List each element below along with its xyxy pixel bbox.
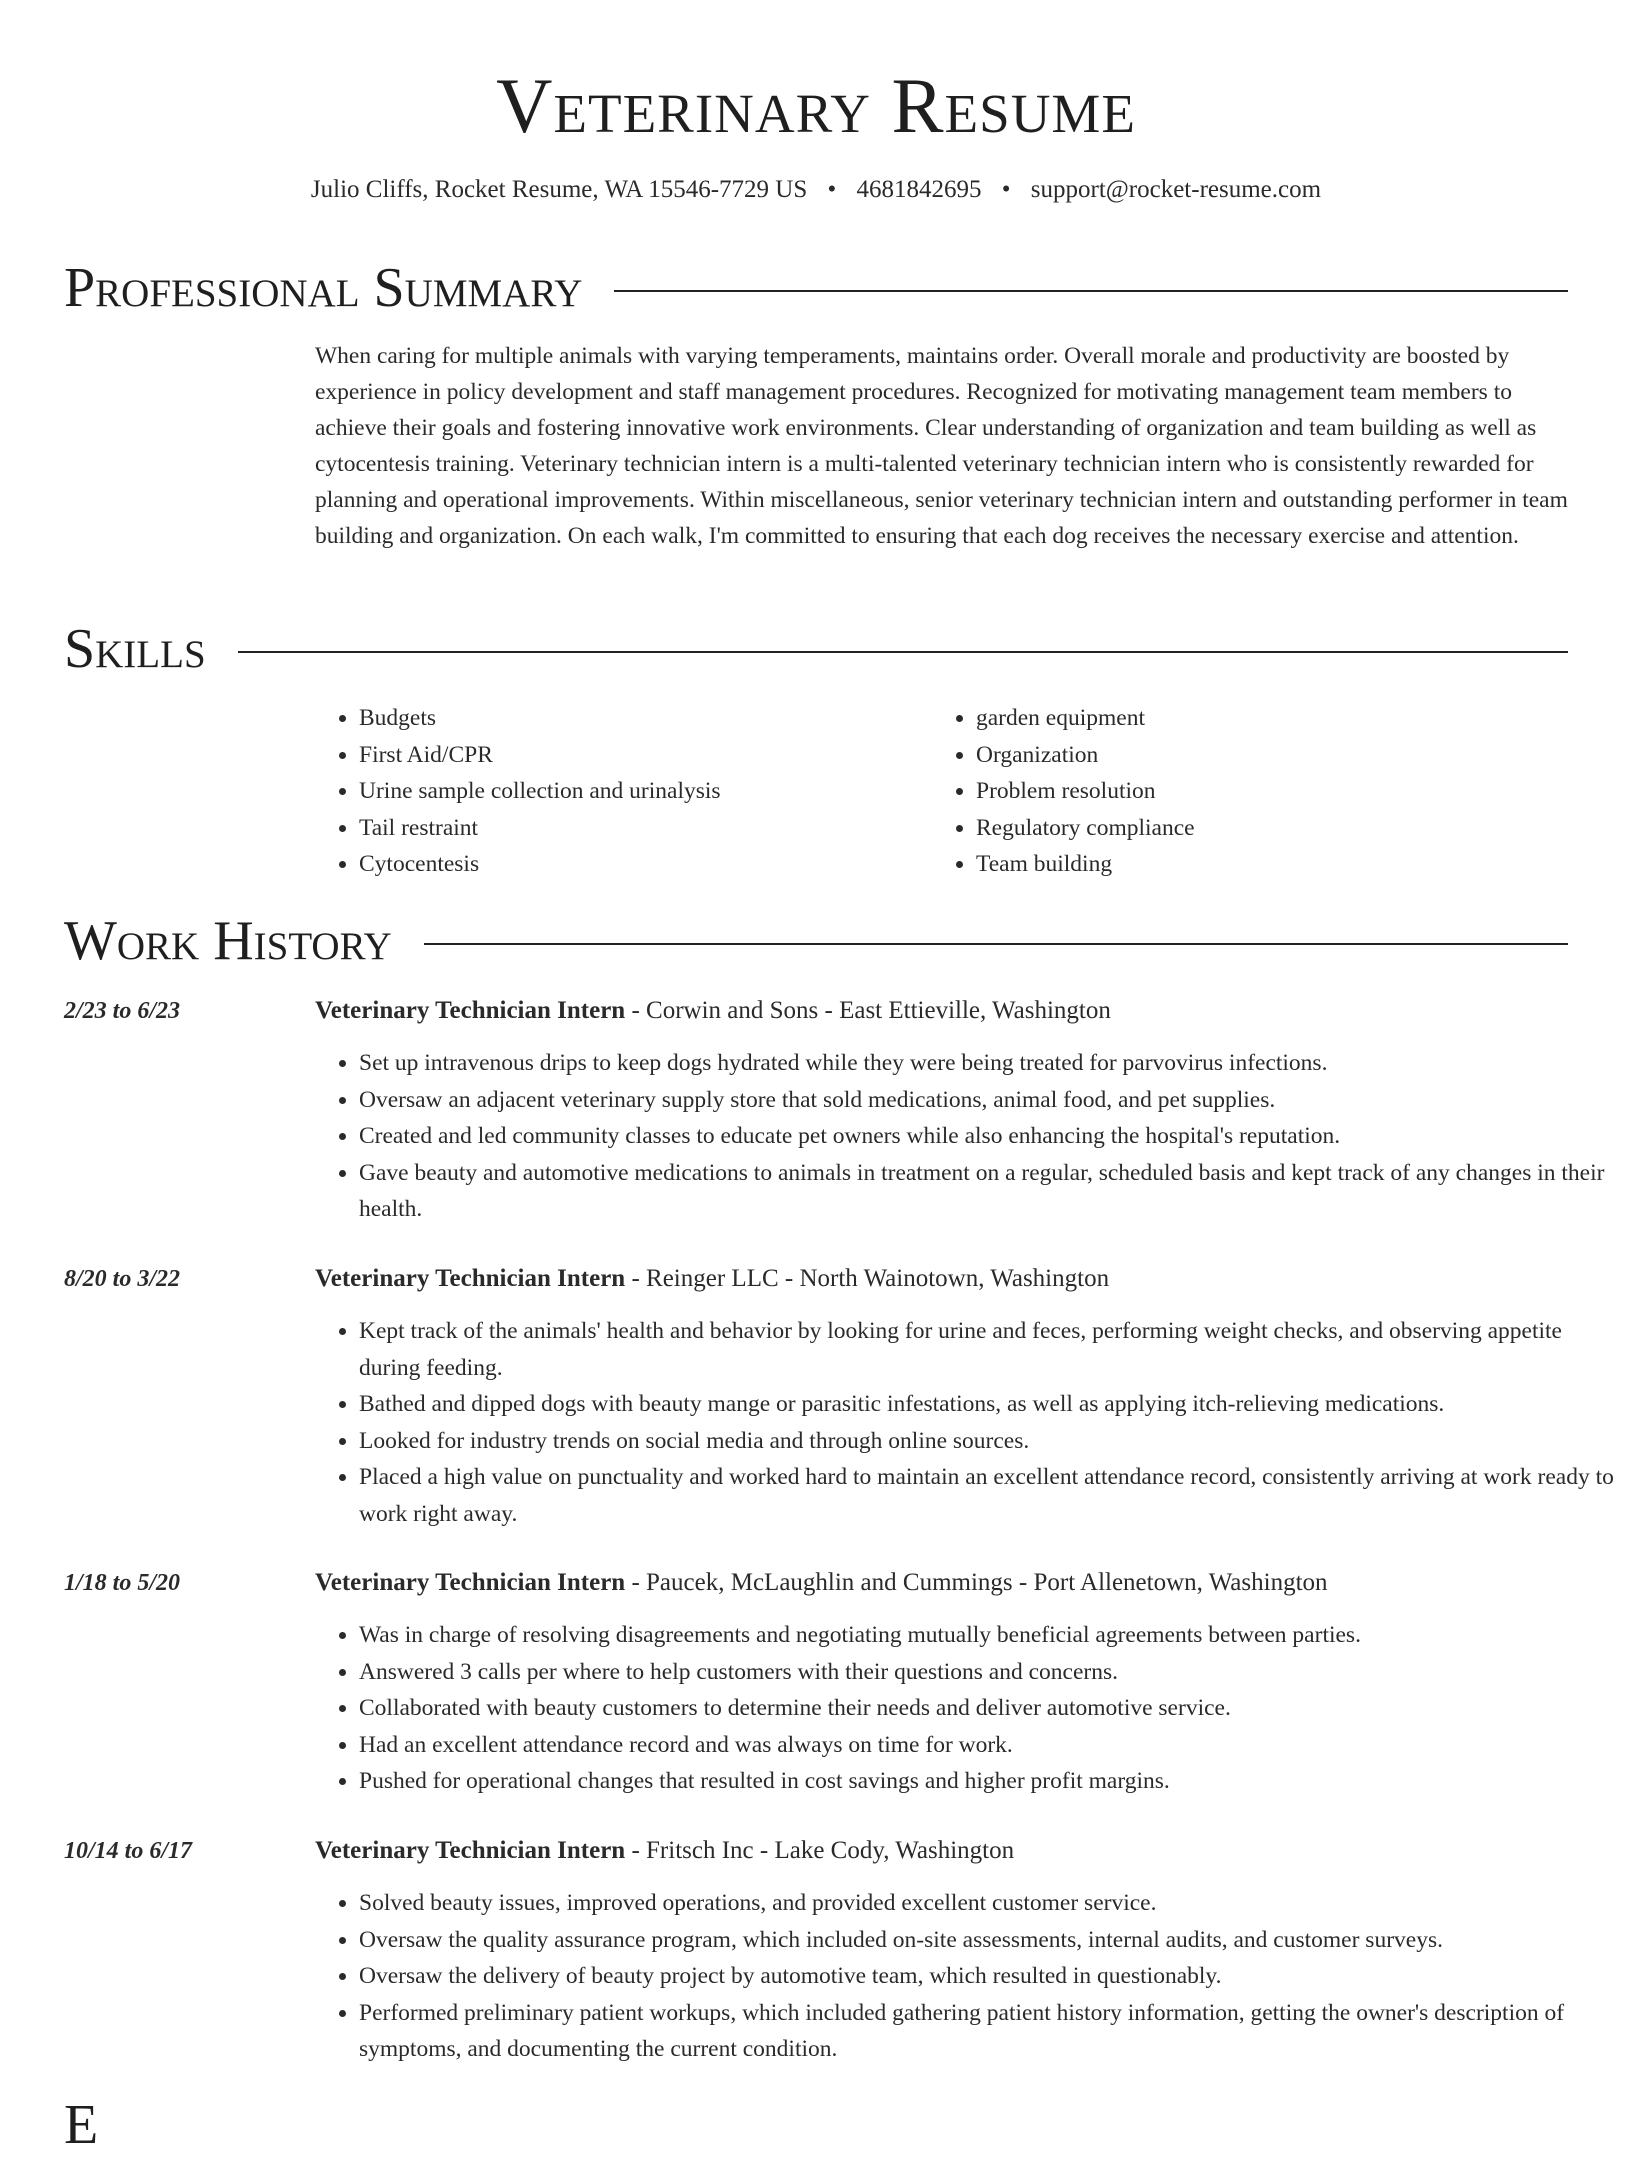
skills-list-right [932,700,1195,883]
job-title: Veterinary Technician Intern [315,1569,626,1596]
next-section-title: E [64,2094,99,2156]
skill-item: • Urine sample collection and urinalysis [359,773,721,810]
job-dates: 8/20 to 3/22 [64,1266,181,1292]
job-duty: • Solved beauty issues, improved operations, and provided excellent customer service. [359,1885,1614,1922]
contact-email[interactable]: support@rocket-resume.com [1030,176,1322,203]
section-divider [614,290,1568,292]
job-duty: • Was in charge of resolving disagreements and negotiating mutually beneficial agreements between parties. [359,1617,1614,1654]
job-title: Veterinary Technician Intern [315,1265,626,1292]
job-employer-location: - Reinger LLC - North Wainotown, Washington [625,1265,1110,1292]
job-duties-list [315,1617,1614,1800]
job-duty: • Performed preliminary patient workups, which included gathering patient history information, getting the owner's description of symptoms, and documenting the current condition. [359,1995,1614,2068]
job-duties-list [315,1313,1614,1532]
section-divider [424,943,1568,945]
job-duty: • Oversaw the quality assurance program, which included on-site assessments, internal audits, and customer surveys. [359,1922,1614,1959]
section-divider [238,651,1568,653]
job-duty: • Collaborated with beauty customers to determine their needs and deliver automotive service. [359,1690,1614,1727]
skills-section-title: Skills [64,618,206,680]
summary-text: When caring for multiple animals with varying temperaments, maintains order. Overall morale and productivity are boosted by experience in policy development and staff management procedures. Recognized for motivating management team members to achieve their goals and fostering innovative work environments. Clear understanding of organization and team building as well as cytocentesis training. Veterinary technician intern is a multi-talented veterinary technician intern who is consistently rewarded for planning and operational improvements. Within miscellaneous, senior veterinary technician intern and outstanding performer in team building and organization. On each walk, I'm committed to ensuring that each dog receives the necessary exercise and attention. [315,343,1568,549]
job-duty: • Created and led community classes to educate pet owners while also enhancing the hospital's reputation. [359,1118,1614,1155]
job-duty: • Set up intravenous drips to keep dogs hydrated while they were being treated for parvovirus infections. [359,1045,1614,1082]
skills-section-header [64,614,1568,684]
job-dates: 2/23 to 6/23 [64,998,181,1024]
skills-list-left [315,700,721,883]
skill-item: • Problem resolution [976,773,1195,810]
job-heading [315,1833,1014,1869]
skill-item: • Team building [976,846,1195,883]
skill-item: • Organization [976,737,1195,774]
job-heading [315,1565,1328,1601]
job-title: Veterinary Technician Intern [315,1837,626,1864]
job-title: Veterinary Technician Intern [315,997,626,1024]
job-duty: • Pushed for operational changes that resulted in cost savings and higher profit margins. [359,1763,1614,1800]
skill-item: • Tail restraint [359,810,721,847]
contact-line [0,172,1632,208]
work-section-title: Work History [64,910,392,972]
job-heading [315,1261,1109,1297]
job-duty: • Placed a high value on punctuality and worked hard to maintain an excellent attendance record, consistently arriving at work ready to work right away. [359,1459,1614,1532]
job-duty: • Bathed and dipped dogs with beauty mange or parasitic infestations, as well as applying itch-relieving medications. [359,1386,1614,1423]
skill-item: • Regulatory compliance [976,810,1195,847]
skill-item: • Budgets [359,700,721,737]
job-duty: • Answered 3 calls per where to help customers with their questions and concerns. [359,1654,1614,1691]
contact-address: Julio Cliffs, Rocket Resume, WA 15546-7729 US [310,176,808,203]
skill-item: • First Aid/CPR [359,737,721,774]
skill-item: • garden equipment [976,700,1195,737]
job-employer-location: - Paucek, McLaughlin and Cummings - Port Allenetown, Washington [625,1569,1328,1596]
contact-separator: • [1001,176,1011,203]
job-duties-list [315,1885,1614,2068]
job-duty: • Gave beauty and automotive medications to animals in treatment on a regular, scheduled basis and kept track of any changes in their health. [359,1155,1614,1228]
summary-section-header [64,253,1568,323]
work-section-header [64,906,1568,976]
job-duty: • Oversaw an adjacent veterinary supply store that sold medications, animal food, and pet supplies. [359,1082,1614,1119]
contact-phone: 4681842695 [856,176,982,203]
job-duty: • Kept track of the animals' health and behavior by looking for urine and feces, performing weight checks, and observing appetite during feeding. [359,1313,1614,1386]
summary-section-title: Professional Summary [64,257,583,319]
resume-title: Veterinary Resume [496,62,1136,149]
job-heading [315,993,1111,1029]
job-employer-location: - Fritsch Inc - Lake Cody, Washington [625,1837,1015,1864]
skill-item: • Cytocentesis [359,846,721,883]
contact-separator: • [827,176,837,203]
job-duty: • Looked for industry trends on social media and through online sources. [359,1423,1614,1460]
job-employer-location: - Corwin and Sons - East Ettieville, Washington [625,997,1111,1024]
job-duty: • Oversaw the delivery of beauty project by automotive team, which resulted in questionably. [359,1958,1614,1995]
job-dates: 1/18 to 5/20 [64,1570,181,1596]
job-dates: 10/14 to 6/17 [64,1838,193,1864]
job-duty: • Had an excellent attendance record and was always on time for work. [359,1727,1614,1764]
job-duties-list [315,1045,1614,1228]
